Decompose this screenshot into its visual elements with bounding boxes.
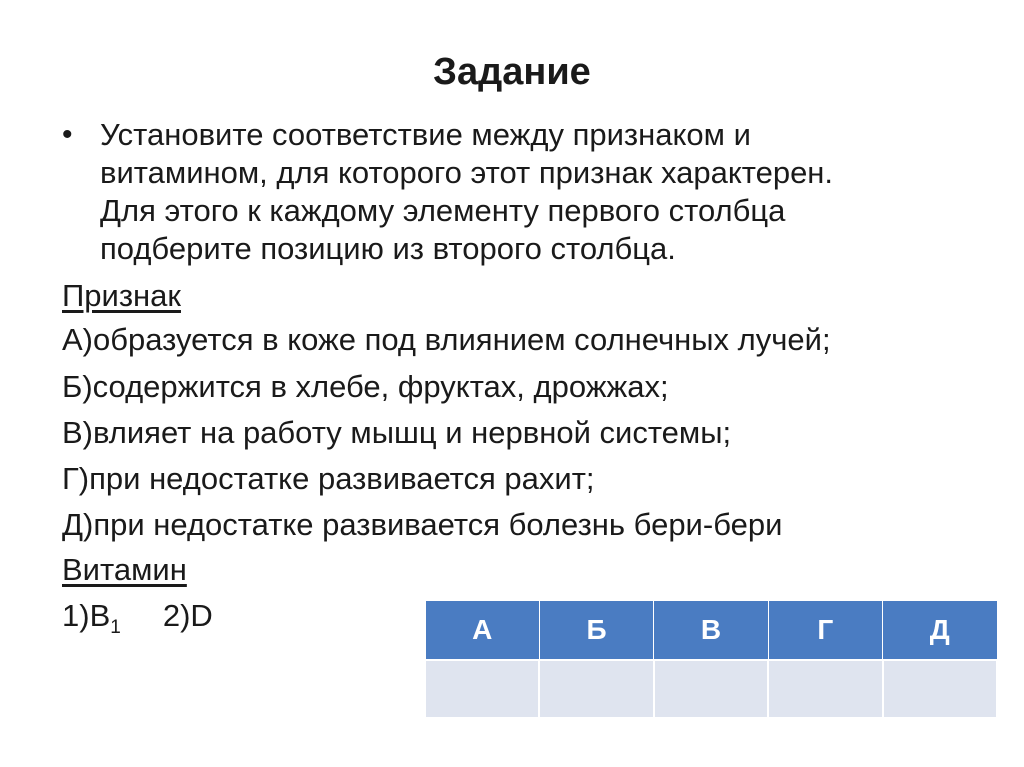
- sign-item-b: Б)содержится в хлебе, фруктах, дрожжах;: [62, 369, 669, 404]
- signs-heading: Признак: [62, 278, 181, 313]
- answer-header-b: Б: [539, 601, 653, 661]
- vitamin-option-1: $1)B_1$: [62, 598, 121, 639]
- bullet-marker: •: [62, 118, 73, 151]
- vitamins-heading: Витамин: [62, 552, 187, 587]
- answer-table: [424, 600, 998, 719]
- answer-cell-g[interactable]: [768, 660, 882, 718]
- sign-item-d: Д)при недостатке развивается болезнь бери-бери: [62, 507, 783, 542]
- answer-header-a: А: [425, 601, 539, 661]
- answer-table-header-row: [425, 601, 997, 661]
- vitamin-option-2: 2)D: [162, 598, 213, 633]
- sign-item-v: В)влияет на работу мышц и нервной системы;: [62, 415, 732, 450]
- answer-table-row: [425, 660, 997, 718]
- answer-header-v: В: [654, 601, 768, 661]
- answer-cell-b[interactable]: [539, 660, 653, 718]
- answer-cell-d[interactable]: [883, 660, 997, 718]
- instruction-line: Установите соответствие между признаком и: [100, 117, 751, 152]
- slide-title: Задание: [433, 51, 591, 93]
- answer-cell-a[interactable]: [425, 660, 539, 718]
- answer-cell-v[interactable]: [654, 660, 768, 718]
- sign-item-a: А)образуется в коже под влиянием солнечных лучей;: [62, 322, 831, 357]
- instruction-line: витамином, для которого этот признак характерен.: [100, 155, 834, 190]
- vitamins-list: [62, 596, 213, 648]
- instruction-line: Для этого к каждому элементу первого столбца: [100, 193, 786, 228]
- answer-header-d: Д: [883, 601, 997, 661]
- sign-item-g: Г)при недостатке развивается рахит;: [62, 461, 595, 496]
- instruction-line: подберите позицию из второго столбца.: [100, 231, 676, 266]
- answer-header-g: Г: [768, 601, 882, 661]
